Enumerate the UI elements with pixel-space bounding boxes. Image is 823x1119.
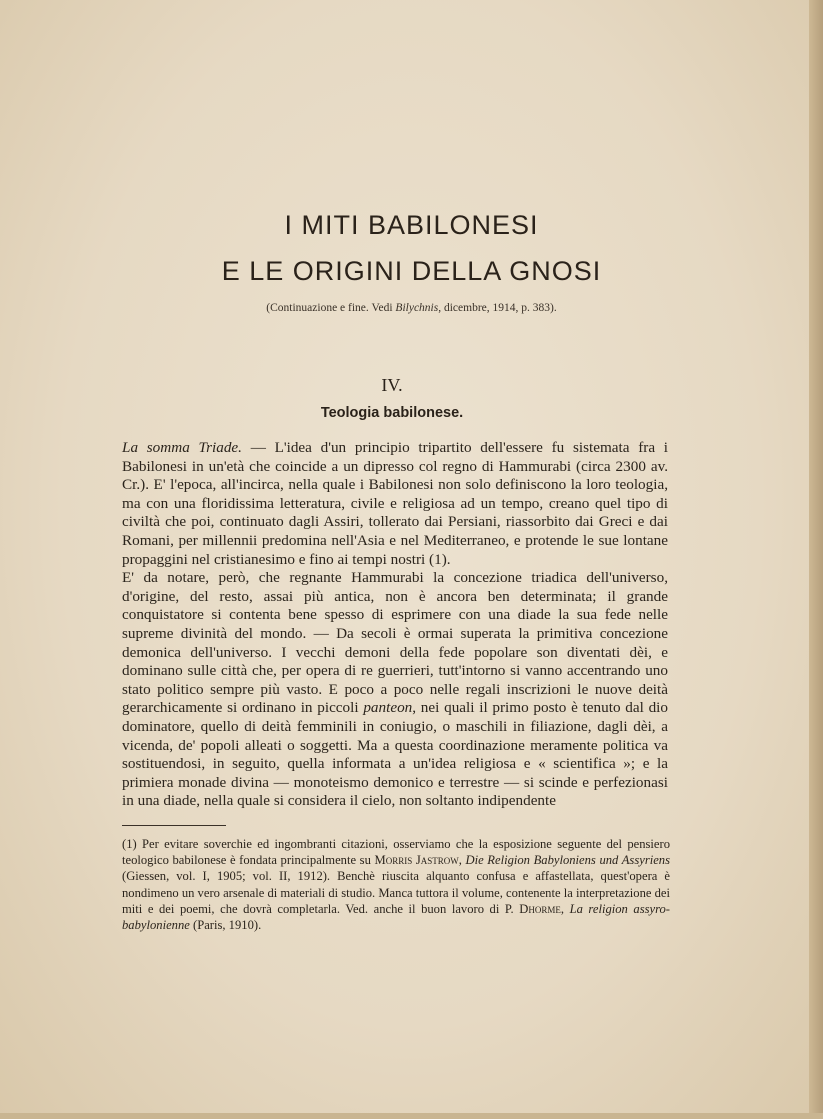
article-title-line2: E LE ORIGINI DELLA GNOSI — [221, 256, 602, 286]
footnote-title-2: La religion assyro-babylonienne — [122, 901, 671, 933]
footnote-text-e: (Paris, 1910). — [189, 918, 262, 933]
footnote-text-c: (Giessen, vol. I, 1905; vol. II, 1912). Benchè riuscita alquanto confusa e affastellata, quest'opera è nondimeno un vero arsenale di materiali di studio. Manca tuttora il volume, contenente la interpretazione dei miti e dei poemi, che dovrà completarla. Ved. anche il buon lavoro di P. — [122, 869, 670, 916]
footnote-title-1: Die Religion Babyloniens und Assyriens — [465, 853, 671, 868]
paragraph-1-text: — L'idea d'un principio tripartito dell'essere fu sistemata fra i Babilonesi in un'età che coincide a un dipresso col regno di Hammurabi (circa 2300 av. Cr.). E' l'epoca, all'incirca, nella quale i Babilonesi non solo definiscono la loro teologia, ma con una floridissima letteratura, civile e religiosa ad un tempo, creano quel tipo di civiltà che poi, continuato dagli Assiri, tollerato dai Persiani, riassorbito dai Greci e dai Romani, per millennii predomina nell'Asia e nel Mediterraneo, e protende le sue lontane propaggini nel cristianesimo e fino ai tempi nostri (1). — [122, 439, 669, 568]
footnote-text-d: , — [560, 901, 570, 916]
paragraph-1-lead: La somma Triade. — [122, 439, 242, 456]
article-subtitle — [0, 302, 823, 314]
subtitle-journal: Bilychnis — [395, 302, 439, 314]
footnote — [122, 836, 670, 933]
section-number: IV. — [381, 375, 403, 395]
footnote-rule — [122, 825, 226, 826]
page-edge — [809, 0, 823, 1119]
subtitle-pre: (Continuazione e fine. Vedi — [266, 302, 396, 314]
paragraph-2-italic: panteon — [363, 699, 413, 717]
article-title-line1: I MITI BABILONESI — [284, 210, 539, 240]
footnote-text-a: (1) Per evitare soverchie ed ingombranti citazioni, osserviamo che la esposizione seguente del pensiero teologico babilonese è fondata principalmente su — [122, 837, 670, 868]
footnote-author-2: Dhorme — [519, 901, 561, 916]
footnote-author-1: Morris Jastrow — [374, 853, 459, 868]
footnote-text-b: , — [458, 853, 466, 868]
paragraph-2-text-a: E' da notare, però, che regnante Hammurabi la concezione triadica dell'universo, d'origine, del resto, assai più antica, non è ancora ben determinata; il grande conquistatore si contenta bene spesso di esprimere con una diade la sua fede nelle supreme divinità del mondo. — Da secoli è ormai superata la primitiva concezione demonica dell'universo. I vecchi demoni della fede popolare son diventati dèi, e dominano sulle città che, per opera di re guerrieri, tutt'intorno si vanno accentrando uno stato politico sempre più vasto. E poco a poco nelle regali inscrizioni le nuove deità gerarchicamente si ordinano in piccoli — [122, 569, 668, 717]
subtitle-post: , dicembre, 1914, p. 383). — [438, 302, 557, 314]
section-title: Teologia babilonese. — [320, 405, 464, 421]
body-text — [122, 439, 668, 811]
paragraph-2-text-b: , nei quali il primo posto è tenuto dal dio dominatore, quello di deità femminili in coniugio, o maschili in filiazione, dagli dèi, a vicenda, de' popoli alleati o soggetti. Ma a questa coordinazione meramente politica va sostituendosi, in seguito, quella informata a un'idea religiosa e « scientifica »; e la primiera monade divina — monoteismo demonico e terrestre — si scinde e perfezionasi in una diade, nella quale si considera il cielo, non soltanto indipendente — [122, 699, 668, 810]
paragraph-2 — [122, 569, 668, 811]
paragraph-1 — [122, 439, 668, 569]
page-edge-bottom — [0, 1113, 823, 1119]
